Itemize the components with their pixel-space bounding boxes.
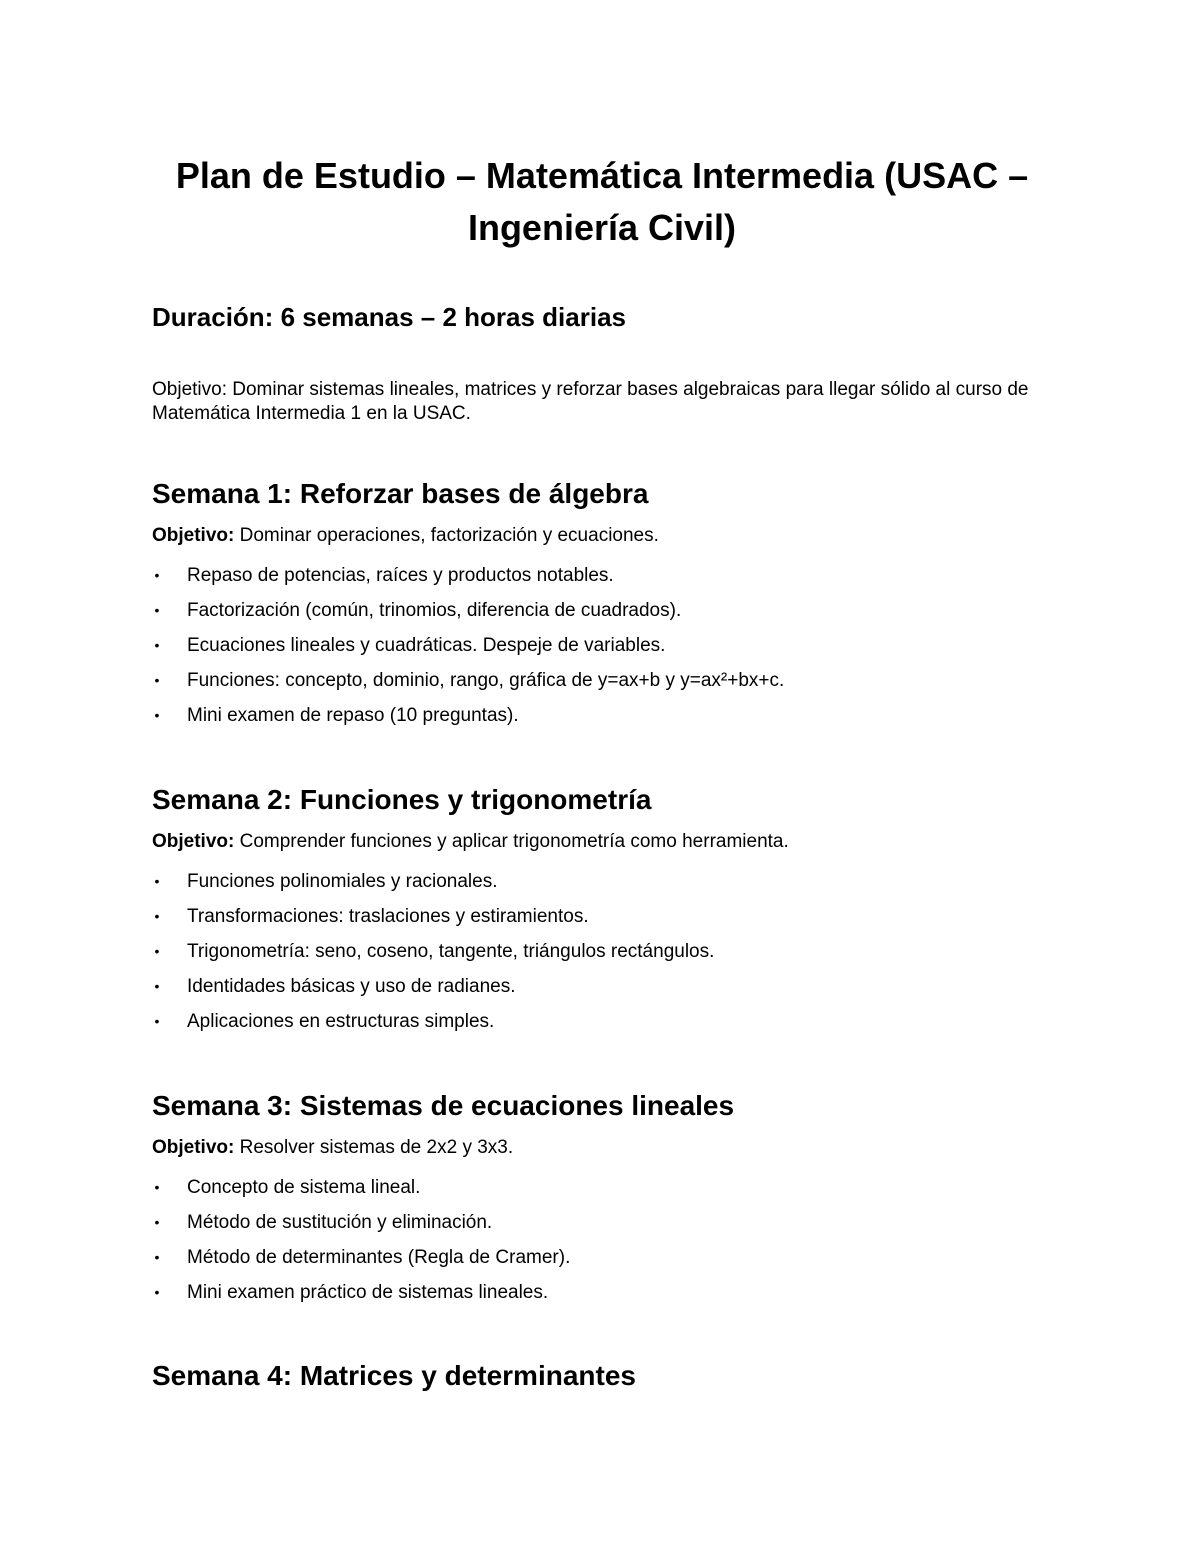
week-heading: Semana 3: Sistemas de ecuaciones lineales (152, 1090, 735, 1121)
bullet-icon: • (154, 908, 160, 924)
intro-paragraph: Objetivo: Dominar sistemas lineales, matrices y reforzar bases algebraicas para llegar sólido al curso de Matemática Intermedia 1 en la USAC. (152, 379, 1029, 424)
list-item (152, 934, 1052, 969)
list-item (152, 558, 1052, 593)
week-3-section (152, 1088, 1052, 1310)
week-heading: Semana 2: Funciones y trigonometría (152, 784, 652, 815)
week-2-section (152, 782, 1052, 1039)
bullet-icon: • (154, 707, 160, 723)
list-item (152, 864, 1052, 899)
bullet-icon: • (154, 1179, 160, 1195)
bullet-icon: • (154, 978, 160, 994)
objective-text: Dominar operaciones, factorización y ecuaciones. (239, 525, 659, 546)
list-item (152, 1170, 1052, 1205)
list-item (152, 1004, 1052, 1039)
week-objective (152, 524, 1052, 548)
list-item (152, 1275, 1052, 1310)
bullet-icon: • (154, 637, 160, 653)
list-item-text: Mini examen práctico de sistemas lineales. (187, 1282, 549, 1303)
document-header (152, 150, 1052, 426)
list-item-text: Funciones polinomiales y racionales. (187, 871, 498, 892)
list-item-text: Factorización (común, trinomios, diferencia de cuadrados). (187, 600, 682, 621)
bullet-icon: • (154, 602, 160, 618)
list-item-text: Concepto de sistema lineal. (187, 1177, 421, 1198)
bullet-icon: • (154, 1214, 160, 1230)
objective-label: Objetivo: (152, 1137, 235, 1158)
list-item (152, 628, 1052, 663)
list-item-text: Identidades básicas y uso de radianes. (187, 976, 516, 997)
list-item-text: Método de sustitución y eliminación. (187, 1212, 493, 1233)
objective-label: Objetivo: (152, 525, 235, 546)
topic-list (152, 1170, 1052, 1310)
objective-label: Objetivo: (152, 831, 235, 852)
list-item-text: Mini examen de repaso (10 preguntas). (187, 705, 519, 726)
bullet-icon: • (154, 567, 160, 583)
objective-text: Resolver sistemas de 2x2 y 3x3. (239, 1137, 514, 1158)
list-item (152, 1240, 1052, 1275)
week-heading: Semana 4: Matrices y determinantes (152, 1360, 636, 1391)
list-item (152, 1205, 1052, 1240)
duration-heading: Duración: 6 semanas – 2 horas diarias (152, 302, 626, 332)
list-item (152, 969, 1052, 1004)
week-heading: Semana 1: Reforzar bases de álgebra (152, 478, 649, 509)
week-objective (152, 830, 1052, 854)
bullet-icon: • (154, 1013, 160, 1029)
bullet-icon: • (154, 943, 160, 959)
list-item-text: Aplicaciones en estructuras simples. (187, 1011, 495, 1032)
bullet-icon: • (154, 672, 160, 688)
bullet-icon: • (154, 1284, 160, 1300)
list-item (152, 593, 1052, 628)
topic-list (152, 864, 1052, 1039)
list-item-text: Repaso de potencias, raíces y productos notables. (187, 565, 614, 586)
week-1-section (152, 476, 1052, 733)
bullet-icon: • (154, 1249, 160, 1265)
list-item-text: Método de determinantes (Regla de Cramer). (187, 1247, 571, 1268)
week-4-section (152, 1358, 1052, 1394)
list-item (152, 698, 1052, 733)
week-objective (152, 1136, 1052, 1160)
list-item-text: Trigonometría: seno, coseno, tangente, triángulos rectángulos. (187, 941, 715, 962)
topic-list (152, 558, 1052, 733)
bullet-icon: • (154, 873, 160, 889)
list-item-text: Funciones: concepto, dominio, rango, gráfica de y=ax+b y y=ax²+bx+c. (187, 670, 785, 691)
page-title: Plan de Estudio – Matemática Intermedia (USAC – Ingeniería Civil) (175, 155, 1029, 248)
list-item-text: Ecuaciones lineales y cuadráticas. Despeje de variables. (187, 635, 666, 656)
list-item-text: Transformaciones: traslaciones y estiramientos. (187, 906, 589, 927)
objective-text: Comprender funciones y aplicar trigonometría como herramienta. (239, 831, 789, 852)
list-item (152, 663, 1052, 698)
list-item (152, 899, 1052, 934)
